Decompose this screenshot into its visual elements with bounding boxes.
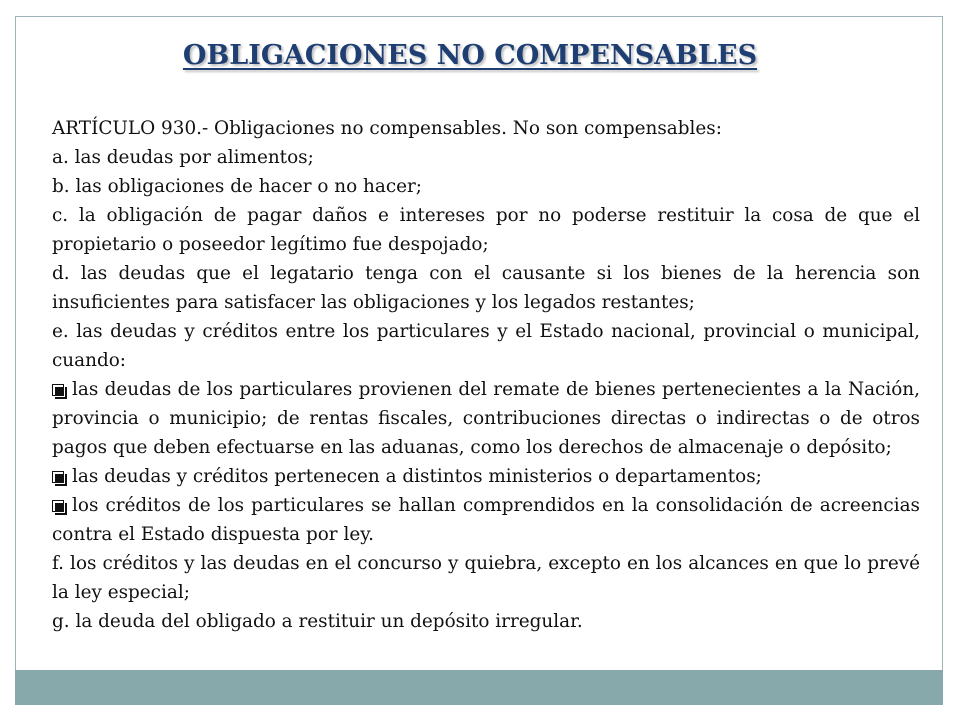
item-e: e. las deudas y créditos entre los particulares y el Estado nacional, provincial o municipal, cuando: xyxy=(52,321,920,371)
article-body xyxy=(52,114,920,636)
item-f: f. los créditos y las deudas en el concurso y quiebra, excepto en los alcances en que lo prevé la ley especial; xyxy=(52,553,920,603)
slide-title: OBLIGACIONES NO COMPENSABLES xyxy=(182,40,758,71)
bullet-item xyxy=(52,462,920,491)
footer-bar xyxy=(15,670,943,705)
bullet-text: los créditos de los particulares se hallan comprendidos en la consolidación de acreencias contra el Estado dispuesta por ley. xyxy=(52,495,920,545)
item-b: b. las obligaciones de hacer o no hacer; xyxy=(52,176,422,197)
checkbox-bullet-icon xyxy=(52,384,64,396)
item-g: g. la deuda del obligado a restituir un depósito irregular. xyxy=(52,611,583,632)
bullet-text: las deudas y créditos pertenecen a distintos ministerios o departamentos; xyxy=(72,466,762,487)
checkbox-bullet-icon xyxy=(52,500,64,512)
bullet-item xyxy=(52,491,920,549)
item-c: c. la obligación de pagar daños e intereses por no poderse restituir la cosa de que el propietario o poseedor legítimo fue despojado; xyxy=(52,205,920,255)
checkbox-bullet-icon xyxy=(52,471,64,483)
bullet-text: las deudas de los particulares provienen del remate de bienes pertenecientes a la Nación, provincia o municipio; de rentas fiscales, contribuciones directas o indirectas o de otros pagos que deben efectuarse en las aduanas, como los derechos de almacenaje o depósito; xyxy=(52,379,920,458)
item-a: a. las deudas por alimentos; xyxy=(52,147,314,168)
article-heading: ARTÍCULO 930.- Obligaciones no compensables. No son compensables: xyxy=(52,118,722,139)
bullet-item xyxy=(52,375,920,462)
item-d: d. las deudas que el legatario tenga con el causante si los bienes de la herencia son insuficientes para satisfacer las obligaciones y los legados restantes; xyxy=(52,263,920,313)
